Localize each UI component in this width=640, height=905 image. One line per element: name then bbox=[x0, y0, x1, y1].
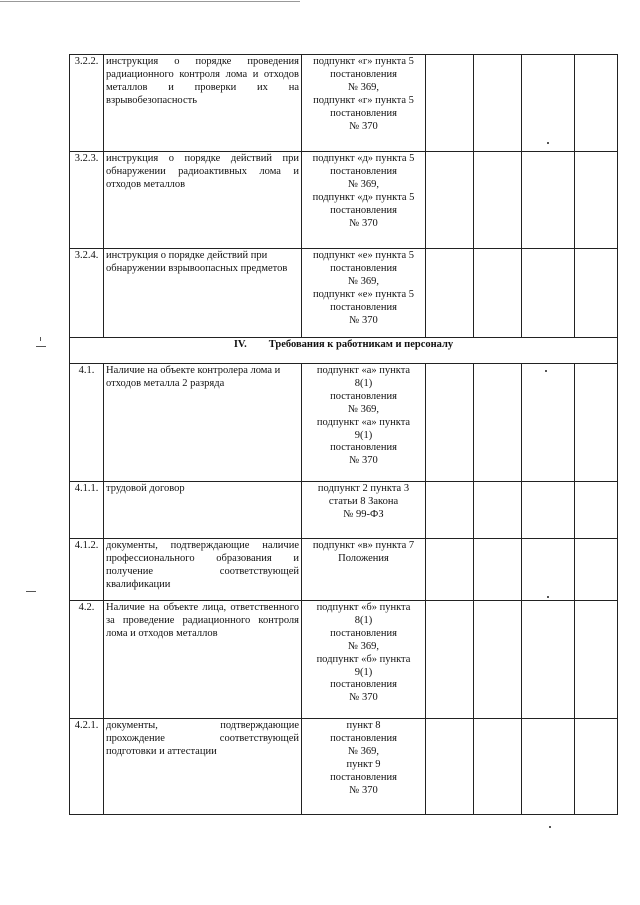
empty-cell bbox=[575, 249, 618, 338]
section-number: IV. bbox=[233, 339, 247, 350]
requirements-table bbox=[69, 54, 618, 815]
row-reference: подпункт «е» пункта 5 постановления № 369, подпункт «е» пункта 5 постановления № 370 bbox=[302, 249, 426, 338]
row-description: Наличие на объекте лица, ответственного за проведение радиационного контроля лома и отходов металлов bbox=[104, 601, 302, 719]
row-number: 3.2.2. bbox=[70, 55, 104, 152]
table-row bbox=[70, 601, 618, 719]
empty-cell bbox=[575, 601, 618, 719]
row-reference: подпункт «в» пункта 7 Положения bbox=[302, 539, 426, 601]
empty-cell bbox=[522, 482, 575, 539]
empty-cell bbox=[474, 601, 522, 719]
row-number: 3.2.3. bbox=[70, 152, 104, 249]
empty-cell bbox=[474, 55, 522, 152]
empty-cell bbox=[426, 55, 474, 152]
margin-mark bbox=[26, 591, 36, 592]
margin-mark bbox=[36, 346, 46, 347]
table-row bbox=[70, 249, 618, 338]
table-row bbox=[70, 719, 618, 815]
empty-cell bbox=[426, 249, 474, 338]
empty-cell bbox=[522, 249, 575, 338]
row-reference: подпункт «д» пункта 5 постановления № 369, подпункт «д» пункта 5 постановления № 370 bbox=[302, 152, 426, 249]
row-reference: подпункт «а» пункта 8(1) постановления № 369, подпункт «а» пункта 9(1) постановления № 370 bbox=[302, 364, 426, 482]
empty-cell bbox=[522, 601, 575, 719]
section-heading bbox=[70, 338, 618, 364]
row-description: инструкция о порядке действий при обнаружении радиоактивных лома и отходов металлов bbox=[104, 152, 302, 249]
empty-cell bbox=[522, 55, 575, 152]
empty-cell bbox=[575, 539, 618, 601]
empty-cell bbox=[474, 364, 522, 482]
row-number: 4.1.2. bbox=[70, 539, 104, 601]
empty-cell bbox=[426, 364, 474, 482]
empty-cell bbox=[575, 152, 618, 249]
row-description: документы, подтверждающие наличие профессионального образования и получение соответствующей квалификации bbox=[104, 539, 302, 601]
empty-cell bbox=[474, 719, 522, 815]
empty-cell bbox=[522, 364, 575, 482]
row-number: 4.1. bbox=[70, 364, 104, 482]
empty-cell bbox=[575, 719, 618, 815]
empty-cell bbox=[474, 249, 522, 338]
margin-mark bbox=[40, 337, 41, 341]
empty-cell bbox=[426, 482, 474, 539]
empty-cell bbox=[575, 482, 618, 539]
row-reference: подпункт «г» пункта 5 постановления № 369, подпункт «г» пункта 5 постановления № 370 bbox=[302, 55, 426, 152]
empty-cell bbox=[474, 152, 522, 249]
empty-cell bbox=[426, 152, 474, 249]
empty-cell bbox=[522, 152, 575, 249]
empty-cell bbox=[474, 482, 522, 539]
empty-cell bbox=[426, 539, 474, 601]
table-row bbox=[70, 539, 618, 601]
table-row bbox=[70, 55, 618, 152]
section-row bbox=[70, 338, 618, 364]
empty-cell bbox=[575, 55, 618, 152]
row-reference: подпункт «б» пункта 8(1) постановления № 369, подпункт «б» пункта 9(1) постановления № 370 bbox=[302, 601, 426, 719]
empty-cell bbox=[522, 719, 575, 815]
empty-cell bbox=[575, 364, 618, 482]
row-number: 3.2.4. bbox=[70, 249, 104, 338]
row-reference: пункт 8 постановления № 369, пункт 9 постановления № 370 bbox=[302, 719, 426, 815]
table-row bbox=[70, 364, 618, 482]
row-description: инструкция о порядке действий при обнаружении взрывоопасных предметов bbox=[104, 249, 302, 338]
row-number: 4.1.1. bbox=[70, 482, 104, 539]
section-title: Требования к работникам и персоналу bbox=[268, 339, 454, 350]
table-row bbox=[70, 152, 618, 249]
row-description: трудовой договор bbox=[104, 482, 302, 539]
empty-cell bbox=[426, 719, 474, 815]
row-reference: подпункт 2 пункта 3 статьи 8 Закона № 99-ФЗ bbox=[302, 482, 426, 539]
table-row bbox=[70, 482, 618, 539]
empty-cell bbox=[522, 539, 575, 601]
row-description: документы, подтверждающие прохождение соответствующей подготовки и аттестации bbox=[104, 719, 302, 815]
margin-mark bbox=[549, 826, 551, 828]
row-number: 4.2.1. bbox=[70, 719, 104, 815]
empty-cell bbox=[426, 601, 474, 719]
row-number: 4.2. bbox=[70, 601, 104, 719]
row-description: инструкция о порядке проведения радиационного контроля лома и отходов металлов и проверки их на взрывобезопасность bbox=[104, 55, 302, 152]
empty-cell bbox=[474, 539, 522, 601]
row-description: Наличие на объекте контролера лома и отходов металла 2 разряда bbox=[104, 364, 302, 482]
top-scan-line bbox=[0, 1, 300, 2]
